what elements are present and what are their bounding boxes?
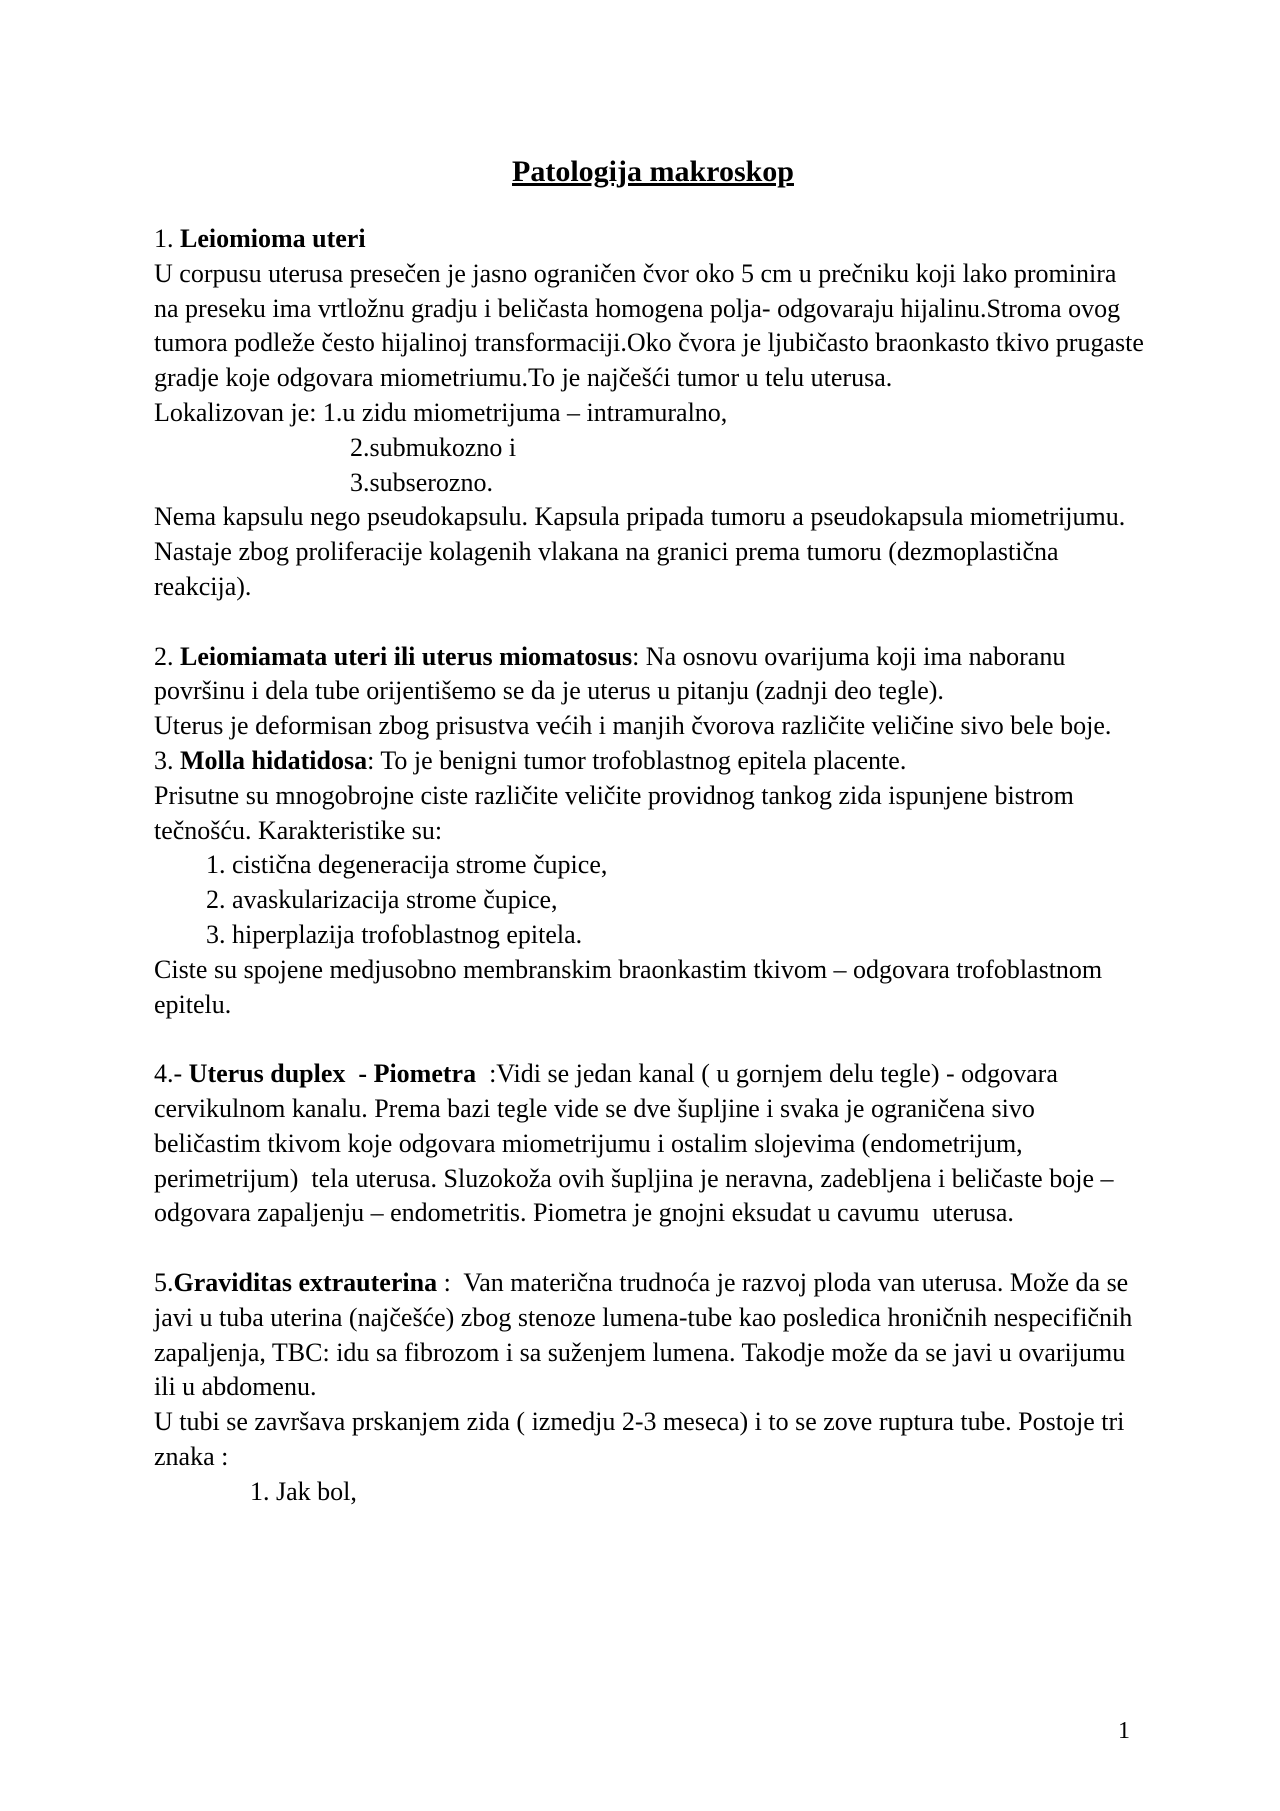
- section-1-paragraph: U corpusu uterusa presečen je jasno ograničen čvor oko 5 cm u prečniku koji lako prominira na preseku ima vrtložnu gradju i beličasta homogena polja- odgovaraju hijalinu.Stroma ovog tumora podleže često hijalinoj transformaciji.Oko čvora je ljubičasto braonkasto tkivo prugaste gradje koje odgovara miometriumu.To je najčešći tumor u telu uterusa.: [154, 258, 1151, 393]
- section-title: Graviditas extrauterina: [173, 1267, 438, 1297]
- section-3-paragraph: [154, 744, 1144, 779]
- section-title: Leiomiamata uteri ili uterus miomatosus: [180, 641, 633, 671]
- blank-line: [154, 605, 1144, 640]
- list-item: 2. avaskularizacija strome čupice,: [206, 885, 558, 915]
- section-2-paragraph: Uterus je deformisan zbog prisustva većih i manjih čvorova različite veličine sivo bele boje.: [154, 711, 1112, 741]
- section-2-paragraph: [154, 640, 1144, 710]
- section-number: 3.: [154, 745, 180, 775]
- section-3-paragraph: Ciste su spojene medjusobno membranskim braonkastim tkivom – odgovara trofoblastnom epitelu.: [154, 954, 1109, 1019]
- blank-line: [154, 1231, 1144, 1266]
- section-text: : Van materična trudnoća je razvoj ploda van uterusa. Može da se javi u tuba uterina (najčešće) zbog stenoze lumena-tube kao posledica hroničnih nespecifičnih zapaljenja, TBC: idu sa fibrozom i sa suženjem lumena. Takodje može da se javi u ovarijumu ili u abdomenu.: [154, 1267, 1139, 1402]
- section-3-paragraph: Prisutne su mnogobrojne ciste različite veličite providnog tankog zida ispunjene bistrom tečnošću. Karakteristike su:: [154, 780, 1081, 845]
- section-1-paragraph: Nema kapsulu nego pseudokapsulu. Kapsula pripada tumoru a pseudokapsula miometrijumu. Nastaje zbog proliferacije kolagenih vlakana na granici prema tumoru (dezmoplastična reakcija).: [154, 502, 1132, 601]
- list-item: 1. cistična degeneracija strome čupice,: [206, 850, 608, 880]
- section-title: Molla hidatidosa: [180, 745, 368, 775]
- list-item: 3. hiperplazija trofoblastnog epitela.: [206, 919, 583, 949]
- document-title: Patologija makroskop: [512, 155, 794, 188]
- section-text: :Vidi se jedan kanal ( u gornjem delu tegle) - odgovara cervikulnom kanalu. Prema bazi tegle vide se dve šupljine i svaka je ograničena sivo beličastim tkivom koje odgovara miometrijumu i ostalim slojevima (endometrijum, perimetrijum) tela uterusa. Sluzokoža ovih šupljina je neravna, zadebljena i beličaste boje – odgovara zapaljenju – endometritis. Piometra je gnojni eksudat u cavumu uterusa.: [154, 1059, 1120, 1228]
- localization-item: 2.submukozno i: [350, 432, 517, 462]
- blank-line: [154, 1022, 1144, 1057]
- section-number: 1.: [154, 224, 180, 253]
- section-5-paragraph: [154, 1266, 1144, 1405]
- section-title: Leiomioma uteri: [180, 224, 366, 253]
- section-1-heading: [154, 222, 1144, 257]
- section-number: 4.-: [154, 1059, 189, 1089]
- section-text: : Na osnovu ovarijuma koji ima naboranu površinu i dela tube orijentišemo se da je uterus u pitanju (zadnji deo tegle).: [154, 641, 1072, 706]
- section-text: : To je benigni tumor trofoblastnog epitela placente.: [367, 745, 907, 775]
- section-5-paragraph: U tubi se završava prskanjem zida ( izmedju 2-3 meseca) i to se zove ruptura tube. Postoje tri znaka :: [154, 1407, 1131, 1471]
- section-number: 2.: [154, 641, 180, 671]
- localization-line: Lokalizovan je: 1.u zidu miometrijuma – intramuralno,: [154, 397, 728, 427]
- section-4-paragraph: [154, 1057, 1144, 1231]
- section-title: Uterus duplex - Piometra: [188, 1059, 477, 1089]
- document-body: [154, 152, 1151, 1509]
- section-number: 5.: [154, 1267, 174, 1297]
- localization-item: 3.subserozno.: [350, 467, 493, 497]
- page-number: 1: [1118, 1718, 1130, 1744]
- list-item: 1. Jak bol,: [250, 1476, 357, 1506]
